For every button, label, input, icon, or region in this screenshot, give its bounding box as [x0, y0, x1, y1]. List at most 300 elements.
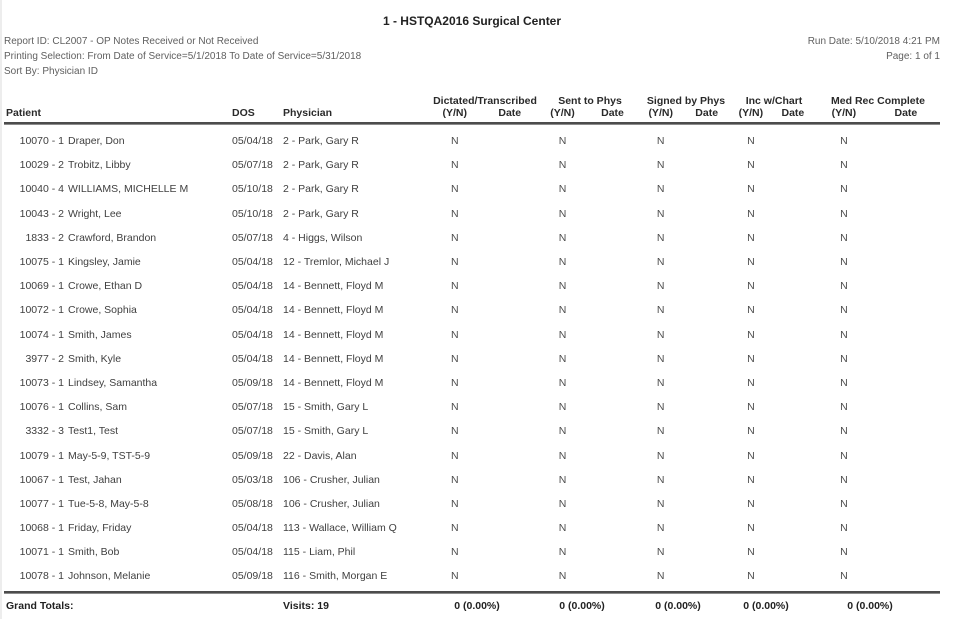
dictated-date-value: [480, 570, 541, 582]
signed-cell: [640, 208, 732, 220]
inc-date-value: [770, 208, 816, 220]
inc-yn-value: N: [747, 159, 755, 172]
patient-id: 10075 - 1: [19, 256, 64, 269]
dictated-label: Dictated/Transcribed: [433, 95, 537, 107]
dictated-cell: [430, 183, 540, 195]
dictated-cell: [430, 498, 540, 510]
dictated-cell: [430, 546, 540, 558]
medrec-cell: [816, 304, 940, 316]
inc-yn-value: N: [747, 376, 755, 389]
dos-cell: 05/04/18: [232, 522, 273, 535]
dictated-yn-value: N: [450, 497, 459, 510]
sent-cell: [540, 304, 640, 316]
patient-name: Johnson, Melanie: [68, 570, 151, 583]
signed-yn-value: N: [656, 304, 665, 317]
sent-yn-value: N: [558, 304, 567, 317]
sent-yn-value: N: [558, 159, 567, 172]
sent-cell: [540, 208, 640, 220]
patient-id: 10079 - 1: [19, 449, 64, 462]
signed-date-value: [681, 208, 732, 220]
signed-cell: [640, 377, 732, 389]
medrec-cell: [816, 208, 940, 220]
physician-cell: 116 - Smith, Morgan E: [283, 570, 388, 583]
medrec-date-value: [872, 280, 940, 292]
inc-date-value: [770, 522, 816, 534]
table-row: [4, 564, 940, 588]
report-meta: [4, 34, 940, 79]
sent-date-value: [585, 522, 640, 534]
sent-date-value: [585, 280, 640, 292]
table-row: [4, 274, 940, 298]
patient-cell: [4, 425, 230, 437]
sent-cell: [540, 183, 640, 195]
medrec-yn-value: N: [840, 522, 848, 535]
medrec-yn-value: N: [840, 135, 848, 148]
signed-date-value: [681, 159, 732, 171]
patient-id: 10071 - 1: [19, 546, 64, 559]
patient-name: Crowe, Sophia: [68, 304, 137, 317]
sent-cell: [540, 522, 640, 534]
dictated-date-value: [480, 522, 541, 534]
inc-yn-value: N: [747, 546, 755, 559]
signed-cell: [640, 232, 732, 244]
physician-cell: 14 - Bennett, Floyd M: [283, 304, 384, 317]
patient-cell: [4, 232, 230, 244]
table-row: [4, 540, 940, 564]
signed-yn-value: N: [656, 256, 665, 269]
sent-yn-value: N: [558, 280, 567, 293]
patient-name: Friday, Friday: [68, 522, 132, 535]
table-row: [4, 516, 940, 540]
patient-cell: [4, 304, 230, 316]
dictated-yn-value: N: [450, 304, 459, 317]
dictated-cell: [430, 522, 540, 534]
physician-cell: 12 - Tremlor, Michael J: [283, 256, 390, 269]
physician-cell: 15 - Smith, Gary L: [283, 425, 369, 438]
sent-cell: [540, 280, 640, 292]
sent-label: Sent to Phys: [558, 95, 622, 107]
sent-yn-value: N: [558, 570, 567, 583]
sent-date-value: [585, 304, 640, 316]
grand-total-dictated: 0 (0.00%): [454, 599, 500, 612]
dictated-yn-label: (Y/N): [442, 107, 467, 119]
medrec-date-value: [872, 208, 940, 220]
table-body: [4, 129, 940, 589]
signed-date-value: [681, 183, 732, 195]
dos-cell: 05/09/18: [232, 376, 273, 389]
inc-date-value: [770, 546, 816, 558]
medrec-yn-value: N: [840, 328, 848, 341]
dictated-cell: [430, 256, 540, 268]
physician-cell: 106 - Crusher, Julian: [283, 473, 380, 486]
medrec-yn-value: N: [840, 256, 848, 269]
patient-name: Crawford, Brandon: [68, 231, 157, 244]
signed-date-value: [681, 304, 732, 316]
sent-date-value: [585, 570, 640, 582]
patient-id: 10073 - 1: [19, 376, 64, 389]
inc-cell: [732, 232, 816, 244]
inc-yn-value: N: [747, 280, 755, 293]
sent-yn-value: N: [558, 546, 567, 559]
dictated-date-value: [480, 135, 541, 147]
sent-yn-value: N: [558, 401, 567, 414]
dictated-cell: [430, 450, 540, 462]
physician-cell: 15 - Smith, Gary L: [283, 401, 369, 414]
page-title: 1 - HSTQA2016 Surgical Center: [382, 14, 562, 28]
patient-cell: [4, 208, 230, 220]
dictated-yn-value: N: [450, 207, 459, 220]
table-row: [4, 371, 940, 395]
table-row: [4, 323, 940, 347]
inc-yn-value: N: [747, 256, 755, 269]
medrec-yn-value: N: [840, 473, 848, 486]
patient-name: Trobitz, Libby: [68, 159, 131, 172]
grand-total-medrec: 0 (0.00%): [847, 599, 893, 612]
dictated-cell: [430, 208, 540, 220]
sent-date-value: [585, 474, 640, 486]
sent-yn-value: N: [558, 497, 567, 510]
sent-cell: [540, 546, 640, 558]
patient-cell: [4, 570, 230, 582]
signed-yn-value: N: [656, 280, 665, 293]
inc-cell: [732, 498, 816, 510]
medrec-cell: [816, 570, 940, 582]
inc-cell: [732, 570, 816, 582]
signed-yn-value: N: [656, 425, 665, 438]
signed-cell: [640, 401, 732, 413]
medrec-yn-label: (Y/N): [831, 107, 857, 119]
signed-yn-value: N: [656, 159, 665, 172]
dictated-yn-value: N: [450, 546, 459, 559]
patient-name: WILLIAMS, MICHELLE M: [68, 183, 189, 196]
signed-yn-value: N: [656, 207, 665, 220]
patient-id: 10043 - 2: [19, 207, 64, 220]
patient-id: 10067 - 1: [19, 473, 64, 486]
patient-id: 10074 - 1: [19, 328, 64, 341]
signed-yn-value: N: [656, 401, 665, 414]
inc-date-value: [770, 280, 816, 292]
patient-name: Crowe, Ethan D: [68, 280, 143, 293]
dictated-cell: [430, 425, 540, 437]
sent-yn-value: N: [558, 328, 567, 341]
inc-date-value: [770, 256, 816, 268]
patient-id: 3977 - 2: [25, 352, 64, 365]
medrec-date-value: [872, 232, 940, 244]
patient-name: Wright, Lee: [68, 207, 122, 220]
dictated-date-value: [480, 208, 541, 220]
patient-id: 10077 - 1: [19, 497, 64, 510]
grand-totals-visits: Visits: 19: [283, 599, 329, 612]
signed-cell: [640, 256, 732, 268]
medrec-yn-value: N: [840, 352, 848, 365]
inc-yn-value: N: [747, 207, 755, 220]
patient-id: 1833 - 2: [25, 231, 64, 244]
medrec-date-value: [872, 401, 940, 413]
table-row: [4, 153, 940, 177]
dictated-date-value: [480, 546, 541, 558]
medrec-cell: [816, 377, 940, 389]
physician-cell: 22 - Davis, Alan: [283, 449, 357, 462]
patient-cell: [4, 280, 230, 292]
inc-cell: [732, 353, 816, 365]
sent-yn-value: N: [558, 376, 567, 389]
sent-cell: [540, 474, 640, 486]
col-header-patient: Patient: [6, 107, 42, 119]
grand-totals-label: Grand Totals:: [6, 599, 74, 612]
sent-yn-value: N: [558, 449, 567, 462]
signed-yn-value: N: [656, 546, 665, 559]
signed-yn-value: N: [656, 522, 665, 535]
patient-cell: [4, 546, 230, 558]
signed-yn-value: N: [656, 135, 665, 148]
medrec-date-value: [872, 474, 940, 486]
inc-yn-value: N: [747, 135, 755, 148]
signed-cell: [640, 522, 732, 534]
signed-cell: [640, 329, 732, 341]
table-header: [4, 95, 940, 120]
inc-yn-value: N: [747, 473, 755, 486]
medrec-date-value: [872, 570, 940, 582]
dos-cell: 05/09/18: [232, 570, 273, 583]
inc-date-value: [770, 425, 816, 437]
signed-cell: [640, 450, 732, 462]
sent-cell: [540, 425, 640, 437]
patient-name: Collins, Sam: [68, 401, 127, 414]
signed-cell: [640, 280, 732, 292]
medrec-cell: [816, 329, 940, 341]
table-row: [4, 177, 940, 201]
physician-cell: 106 - Crusher, Julian: [283, 497, 380, 510]
dos-cell: 05/10/18: [232, 207, 273, 220]
dictated-cell: [430, 474, 540, 486]
inc-date-value: [770, 570, 816, 582]
medrec-cell: [816, 546, 940, 558]
patient-name: Smith, Bob: [68, 546, 120, 559]
patient-cell: [4, 498, 230, 510]
sent-yn-value: N: [558, 522, 567, 535]
dictated-date-value: [480, 377, 541, 389]
patient-cell: [4, 522, 230, 534]
sent-yn-value: N: [558, 231, 567, 244]
physician-cell: 14 - Bennett, Floyd M: [283, 376, 384, 389]
inc-cell: [732, 208, 816, 220]
inc-yn-value: N: [747, 449, 755, 462]
signed-date-value: [681, 256, 732, 268]
patient-cell: [4, 256, 230, 268]
medrec-yn-value: N: [840, 304, 848, 317]
sent-date-value: [585, 232, 640, 244]
patient-name: Smith, James: [68, 328, 132, 341]
sent-cell: [540, 256, 640, 268]
inc-cell: [732, 450, 816, 462]
dos-cell: 05/04/18: [232, 280, 273, 293]
sent-cell: [540, 159, 640, 171]
dictated-date-value: [480, 401, 541, 413]
inc-date-label: Date: [781, 107, 805, 119]
signed-date-value: [681, 498, 732, 510]
medrec-yn-value: N: [840, 159, 848, 172]
sent-date-value: [585, 353, 640, 365]
signed-date-value: [681, 474, 732, 486]
sent-date-value: [585, 498, 640, 510]
patient-cell: [4, 135, 230, 147]
dictated-date-value: [480, 353, 541, 365]
table-row: [4, 129, 940, 153]
signed-yn-label: (Y/N): [648, 107, 673, 119]
signed-cell: [640, 498, 732, 510]
dictated-date-value: [480, 425, 541, 437]
patient-cell: [4, 353, 230, 365]
dictated-date-value: [480, 304, 541, 316]
medrec-cell: [816, 522, 940, 534]
sent-cell: [540, 401, 640, 413]
patient-name: Test1, Test: [68, 425, 118, 438]
medrec-date-value: [872, 546, 940, 558]
dictated-yn-value: N: [450, 473, 459, 486]
dictated-date-label: Date: [498, 107, 522, 119]
patient-id: 10078 - 1: [19, 570, 64, 583]
dictated-date-value: [480, 232, 541, 244]
medrec-yn-value: N: [840, 570, 848, 583]
dos-cell: 05/07/18: [232, 401, 273, 414]
medrec-yn-value: N: [840, 449, 848, 462]
physician-cell: 2 - Park, Gary R: [283, 207, 359, 220]
signed-date-value: [681, 135, 732, 147]
header-divider: [4, 122, 940, 125]
dictated-date-value: [480, 329, 541, 341]
medrec-cell: [816, 401, 940, 413]
medrec-date-value: [872, 425, 940, 437]
table-row: [4, 347, 940, 371]
dos-cell: 05/07/18: [232, 231, 273, 244]
sent-yn-value: N: [558, 135, 567, 148]
signed-date-value: [681, 232, 732, 244]
inc-date-value: [770, 498, 816, 510]
col-header-inc: [732, 95, 816, 120]
table-row: [4, 298, 940, 322]
inc-date-value: [770, 329, 816, 341]
sent-date-value: [585, 183, 640, 195]
medrec-yn-value: N: [840, 376, 848, 389]
patient-id: 10029 - 2: [19, 159, 64, 172]
signed-yn-value: N: [656, 183, 665, 196]
patient-name: Draper, Don: [68, 135, 125, 148]
table-row: [4, 395, 940, 419]
medrec-date-value: [872, 353, 940, 365]
sent-date-value: [585, 401, 640, 413]
signed-label: Signed by Phys: [646, 95, 726, 107]
dos-cell: 05/07/18: [232, 159, 273, 172]
medrec-date-value: [872, 304, 940, 316]
dos-cell: 05/04/18: [232, 352, 273, 365]
grand-totals-row: [4, 594, 940, 618]
dictated-cell: [430, 377, 540, 389]
dictated-cell: [430, 353, 540, 365]
inc-cell: [732, 329, 816, 341]
patient-id: 10040 - 4: [19, 183, 64, 196]
inc-date-value: [770, 159, 816, 171]
physician-cell: 2 - Park, Gary R: [283, 135, 359, 148]
sent-cell: [540, 232, 640, 244]
dictated-yn-value: N: [450, 352, 459, 365]
inc-label: Inc w/Chart: [745, 95, 803, 107]
dictated-yn-value: N: [450, 256, 459, 269]
medrec-date-value: [872, 450, 940, 462]
dictated-cell: [430, 401, 540, 413]
inc-date-value: [770, 450, 816, 462]
dictated-cell: [430, 304, 540, 316]
inc-cell: [732, 546, 816, 558]
patient-cell: [4, 377, 230, 389]
medrec-yn-value: N: [840, 183, 848, 196]
inc-yn-label: (Y/N): [738, 107, 764, 119]
sent-date-value: [585, 256, 640, 268]
inc-date-value: [770, 353, 816, 365]
grand-total-sent: 0 (0.00%): [559, 599, 605, 612]
inc-cell: [732, 425, 816, 437]
signed-yn-value: N: [656, 328, 665, 341]
signed-date-value: [681, 570, 732, 582]
table-row: [4, 226, 940, 250]
col-header-sent: [540, 95, 640, 120]
signed-date-value: [681, 546, 732, 558]
report-meta-left: [4, 34, 940, 79]
dictated-date-value: [480, 450, 541, 462]
sent-cell: [540, 353, 640, 365]
medrec-cell: [816, 280, 940, 292]
dictated-date-value: [480, 256, 541, 268]
medrec-yn-value: N: [840, 497, 848, 510]
dos-cell: 05/04/18: [232, 256, 273, 269]
medrec-date-value: [872, 159, 940, 171]
patient-id: 10068 - 1: [19, 522, 64, 535]
signed-yn-value: N: [656, 352, 665, 365]
sent-date-value: [585, 425, 640, 437]
dos-cell: 05/04/18: [232, 135, 273, 148]
dos-cell: 05/09/18: [232, 449, 273, 462]
signed-date-value: [681, 329, 732, 341]
physician-cell: 113 - Wallace, William Q: [283, 522, 397, 535]
dictated-yn-value: N: [450, 425, 459, 438]
inc-cell: [732, 135, 816, 147]
col-header-medrec: [816, 95, 940, 120]
dictated-date-value: [480, 183, 541, 195]
patient-name: May-5-9, TST-5-9: [68, 449, 151, 462]
col-header-physician: Physician: [283, 107, 333, 119]
inc-cell: [732, 522, 816, 534]
sent-yn-value: N: [558, 425, 567, 438]
sent-yn-value: N: [558, 183, 567, 196]
sent-date-value: [585, 329, 640, 341]
signed-cell: [640, 304, 732, 316]
patient-name: Test, Jahan: [68, 473, 122, 486]
dictated-yn-value: N: [450, 376, 459, 389]
sent-cell: [540, 377, 640, 389]
sent-date-value: [585, 208, 640, 220]
patient-id: 10070 - 1: [19, 135, 64, 148]
dictated-yn-value: N: [450, 280, 459, 293]
signed-cell: [640, 135, 732, 147]
medrec-date-value: [872, 498, 940, 510]
grand-total-signed: 0 (0.00%): [655, 599, 701, 612]
patient-id: 3332 - 3: [25, 425, 64, 438]
dictated-yn-value: N: [450, 231, 459, 244]
inc-date-value: [770, 135, 816, 147]
dictated-yn-value: N: [450, 401, 459, 414]
medrec-date-value: [872, 522, 940, 534]
physician-cell: 2 - Park, Gary R: [283, 183, 359, 196]
patient-id: 10076 - 1: [19, 401, 64, 414]
